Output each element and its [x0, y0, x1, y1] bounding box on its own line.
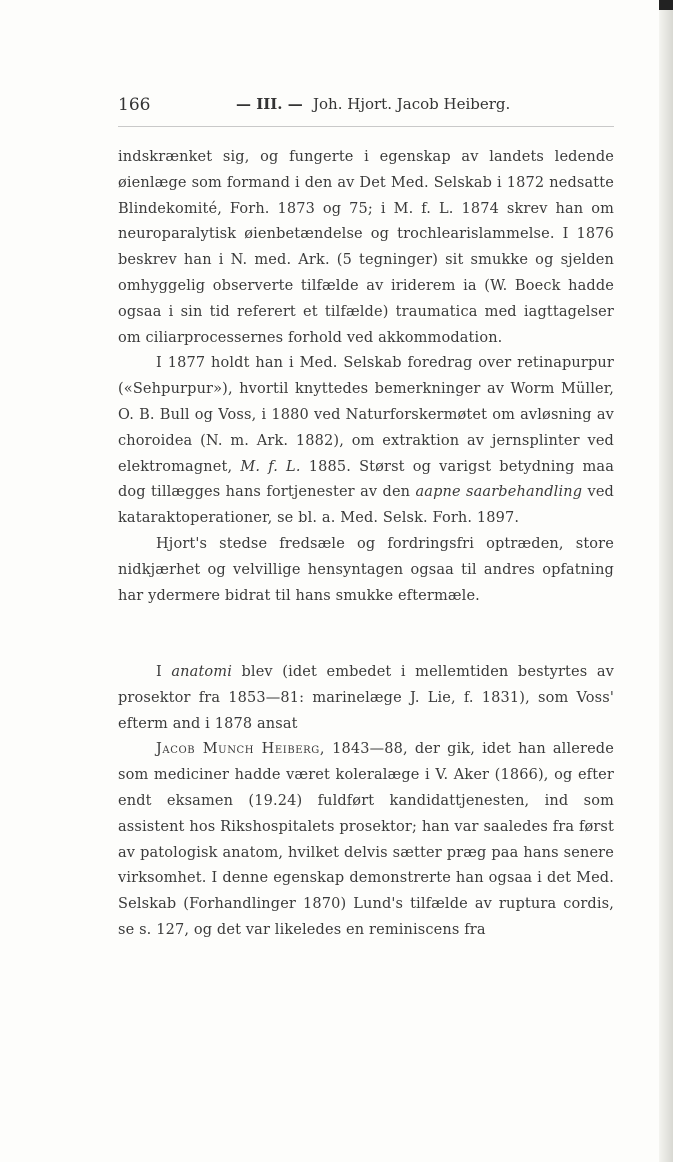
- paragraph-anatomi-text: blev (idet embedet i mellemtiden bestyrtes av prosektor fra 1853—81: marinelæge J. Lie, f. 1831), som Voss' efterm and i 1878 ansat: [118, 664, 614, 732]
- text-block-lower: [118, 660, 614, 944]
- paragraph-retinapurpur-text-3: ved kataraktoperationer, se bl. a. Med. Selsk. Forh. 1897.: [118, 484, 614, 527]
- page-number: 166: [118, 95, 151, 115]
- paragraph-anatomi-lead: I: [156, 664, 162, 680]
- paragraph-blindekomite: indskrænket sig, og fungerte i egenskap av landets ledende øienlæge som formand i den av Det Med. Selskab i 1872 nedsatte Blindekomité, Forh. 1873 og 75; i M. f. L. 1874 skrev han om neuroparalytisk øienbetændelse og trochlearislammelse. I 1876 beskrev han i N. med. Ark. (5 tegninger) sit smukke og sjelden omhyggelig observerte tilfælde av iriderem ia (W. Boeck hadde ogsaa i sin tid referert et tilfælde) traumatica med iagttagelser om ciliarprocessernes forhold ved akkommodation.: [118, 149, 614, 346]
- paragraph-heiberg: [118, 737, 614, 943]
- paragraph-heiberg-text: 1843—88, der gik, idet han allerede som mediciner hadde været koleralæge i V. Aker (1866), og efter endt eksamen (19.24) fuldført kandidattjenesten, ind som assistent hos Rikshospitalets prosektor; han var saaledes fra først av patologisk anatom, hvilket delvis sætter præg paa hans senere virksomhet. I denne egenskap demonstrerte han ogsaa i det Med. Selskab (Forhandlinger 1870) Lund's tilfælde av ruptura cordis, se s. 127, og det var likeledes en reminiscens fra: [118, 741, 614, 938]
- chapter-marker: — III. —: [236, 95, 303, 113]
- italic-word-anatomi: anatomi: [171, 664, 232, 680]
- running-title: Joh. Hjort. Jacob Heiberg.: [313, 95, 511, 113]
- paragraph-retinapurpur-text-2: 1885. Størst og varigst betydning maa dog tillægges hans fortjenester av den: [118, 458, 614, 501]
- paragraph-eftermaele: Hjort's stedse fredsæle og fordringsfri optræden, store nidkjærhet og velvillige hensyntagen ogsaa til andres opfatning har ydermere bidrat til hans smukke eftermæle.: [118, 535, 614, 604]
- page-header: [118, 95, 518, 119]
- person-name: Jacob Munch Heiberg,: [156, 741, 326, 758]
- text-block-upper: [118, 145, 614, 609]
- italic-phrase: aapne saarbehandling: [415, 484, 583, 501]
- journal-reference: M. f. L.: [240, 458, 301, 475]
- corner-mark: [659, 0, 673, 10]
- paragraph-retinapurpur: [118, 351, 614, 532]
- paragraph-retinapurpur-text: I 1877 holdt han i Med. Selskab foredrag over retinapurpur («Sehpurpur»), hvortil knyttedes bemerkninger av Worm Müller, O. B. Bull og Voss, i 1880 ved Naturforskermøtet om avløsning av choroidea (N. m. Ark. 1882), om extraktion av jernsplinter ved elektromagnet,: [118, 355, 614, 475]
- header-rule: [118, 126, 614, 127]
- paragraph-anatomi: [118, 660, 614, 737]
- page-edge: [659, 0, 673, 1162]
